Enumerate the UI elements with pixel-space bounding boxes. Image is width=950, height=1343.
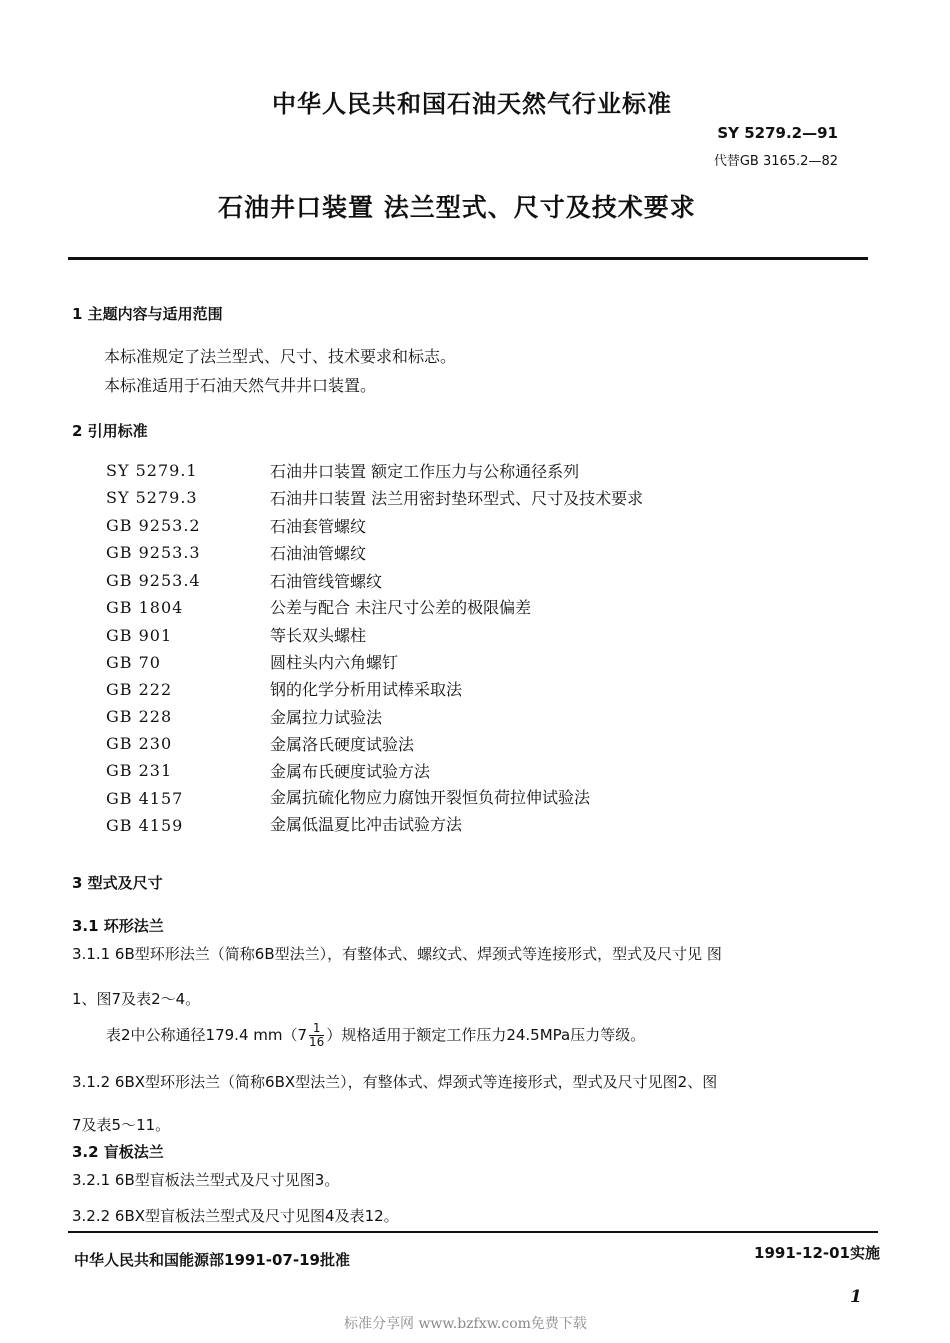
effective-date: 1991-12-01实施	[754, 1244, 880, 1262]
ref-code: SY 5279.1	[106, 461, 198, 480]
section-3-1-1-line-2: 1、图7及表2～4。	[72, 990, 201, 1008]
section-3-1-2-line-1: 3.1.2 6BX型环形法兰（简称6BX型法兰），有整体式、焊颈式等连接形式，型式及尺寸见图2、图	[72, 1073, 718, 1091]
ref-code: GB 901	[106, 626, 173, 645]
fraction-denominator: 16	[309, 1035, 325, 1049]
watermark-text: 标准分享网 www.bzfxw.com免费下载	[344, 1316, 587, 1332]
title-divider	[68, 257, 868, 260]
ref-title: 等长双头螺柱	[270, 626, 367, 645]
ref-title: 金属抗硫化物应力腐蚀开裂恒负荷拉伸试验法	[270, 788, 591, 807]
ref-code: GB 70	[106, 653, 161, 672]
ref-title: 金属布氏硬度试验方法	[270, 762, 431, 781]
ref-title: 金属拉力试验法	[270, 708, 383, 727]
ref-title: 钢的化学分析用试棒采取法	[270, 680, 463, 699]
section-3-2-heading: 3.2 盲板法兰	[72, 1143, 164, 1161]
section-1-paragraph-1: 本标准规定了法兰型式、尺寸、技术要求和标志。	[104, 347, 457, 366]
table-2-note-start: 表2中公称通径179.4 mm（7	[106, 1026, 308, 1044]
section-3-1-1-line-1: 3.1.1 6B型环形法兰（简称6B型法兰），有整体式、螺纹式、焊颈式等连接形式，型式及尺寸见 图	[72, 945, 722, 963]
ref-code: GB 9253.4	[106, 571, 201, 590]
section-3-1-heading: 3.1 环形法兰	[72, 917, 164, 935]
fraction-numerator: 1	[309, 1022, 324, 1036]
table-2-note-end: ）规格适用于额定工作压力24.5MPa压力等级。	[326, 1026, 646, 1044]
table-2-note	[106, 1020, 645, 1050]
ref-code: GB 230	[106, 734, 173, 753]
ref-code: GB 228	[106, 707, 173, 726]
ref-title: 石油管线管螺纹	[270, 572, 383, 591]
ref-code: GB 222	[106, 680, 173, 699]
ref-title: 金属低温夏比冲击试验方法	[270, 815, 463, 834]
ref-title: 石油井口装置 额定工作压力与公称通径系列	[270, 462, 580, 481]
ref-title: 金属洛氏硬度试验法	[270, 735, 415, 754]
approval-statement: 中华人民共和国能源部1991-07-19批准	[74, 1251, 350, 1269]
ref-title: 圆柱头内六角螺钉	[270, 653, 399, 672]
section-1-paragraph-2: 本标准适用于石油天然气井井口装置。	[104, 376, 377, 395]
ref-code: GB 4159	[106, 816, 184, 835]
ref-code: GB 9253.3	[106, 543, 201, 562]
section-3-1-2-line-2: 7及表5～11。	[72, 1116, 171, 1134]
section-3-heading: 3 型式及尺寸	[72, 874, 163, 892]
standard-number: SY 5279.2—91	[717, 124, 838, 142]
ref-code: GB 4157	[106, 789, 184, 808]
document-title: 石油井口装置 法兰型式、尺寸及技术要求	[218, 193, 696, 222]
fraction-1-16	[309, 1022, 324, 1049]
section-1-heading: 1 主题内容与适用范围	[72, 305, 223, 323]
ref-code: GB 9253.2	[106, 516, 201, 535]
ref-title: 石油套管螺纹	[270, 517, 367, 536]
ref-title: 石油油管螺纹	[270, 544, 367, 563]
section-3-2-2: 3.2.2 6BX型盲板法兰型式及尺寸见图4及表12。	[72, 1207, 399, 1225]
ref-code: GB 1804	[106, 598, 184, 617]
issuing-organization: 中华人民共和国石油天然气行业标准	[272, 90, 672, 118]
ref-code: SY 5279.3	[106, 488, 198, 507]
ref-title: 石油井口装置 法兰用密封垫环型式、尺寸及技术要求	[270, 489, 644, 508]
section-3-2-1: 3.2.1 6B型盲板法兰型式及尺寸见图3。	[72, 1171, 340, 1189]
section-2-heading: 2 引用标准	[72, 422, 148, 440]
ref-title: 公差与配合 未注尺寸公差的极限偏差	[270, 598, 532, 617]
replaced-standard: 代替GB 3165.2—82	[713, 154, 838, 169]
footer-divider	[68, 1231, 878, 1233]
page-number: 1	[850, 1287, 862, 1307]
ref-code: GB 231	[106, 761, 173, 780]
